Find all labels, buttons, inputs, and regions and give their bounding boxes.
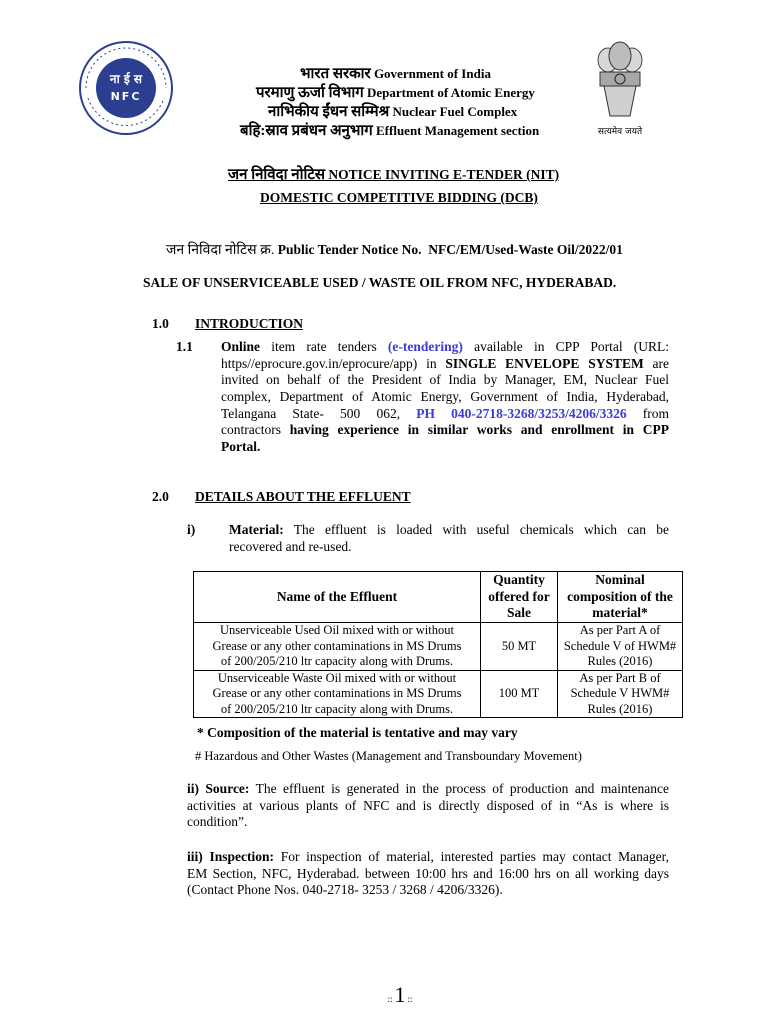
- portal-text: Portal.: [221, 439, 261, 455]
- tender-number-label: Public Tender Notice No.: [277, 242, 422, 257]
- cell-line: Grease or any other contaminations in MS Drums: [212, 638, 462, 653]
- online-text: Online: [221, 339, 261, 354]
- header-line-2: [256, 82, 535, 102]
- national-emblem: [590, 38, 650, 138]
- experience-text: having experience in similar works and enrollment in CPP: [289, 422, 669, 438]
- header-line-4: [240, 120, 539, 140]
- item-i-number: i): [187, 522, 196, 537]
- page-marker-right: ::: [407, 994, 413, 1004]
- table-row: [194, 623, 683, 671]
- para-line: [221, 356, 669, 373]
- para-text: available in CPP Portal (URL:: [462, 339, 669, 354]
- header-hindi-4: बहि:स्राव प्रबंधन अनुभाग: [240, 123, 373, 139]
- source-label: ii) Source:: [187, 781, 250, 796]
- cell-line: Unserviceable Waste Oil mixed with or without: [217, 670, 457, 685]
- cell-line: of 200/205/210 ltr capacity along with Drums.: [220, 701, 454, 716]
- cell-line: Schedule V HWM#: [570, 686, 670, 700]
- logo-abbr-text: NFC: [110, 90, 142, 103]
- notice-subtitle: DOMESTIC COMPETITIVE BIDDING (DCB): [260, 190, 538, 205]
- para-line: [221, 439, 669, 456]
- header-line: Quantity: [493, 572, 545, 588]
- header-english-4: Effluent Management section: [376, 123, 540, 138]
- header-line: offered for: [488, 588, 550, 604]
- para-line: [221, 422, 669, 439]
- para-line: [187, 814, 669, 831]
- logo-center-text: ना ई स: [109, 72, 143, 86]
- para-text: https//eprocure.gov.in/eprocure/app) in: [221, 355, 446, 371]
- sale-heading: SALE OF UNSERVICEABLE USED / WASTE OIL FROM NFC, HYDERABAD.: [143, 275, 617, 290]
- effluent-table: [193, 571, 683, 718]
- page-number-value: 1: [394, 982, 406, 1007]
- section1-paragraph: [221, 339, 669, 456]
- table-header-row: [194, 572, 683, 623]
- cell-line: As per Part A of: [579, 623, 661, 637]
- header-line: composition of the: [567, 588, 673, 604]
- para-line: [187, 849, 669, 866]
- tender-number-hindi: जन निविदा नोटिस क्र.: [166, 243, 275, 258]
- inspection-paragraph: [187, 849, 669, 899]
- composition-note: * Composition of the material is tentative and may vary: [197, 725, 518, 740]
- cell-line: Rules (2016): [587, 654, 653, 668]
- table-cell-name: [194, 670, 481, 718]
- para-text: are: [643, 355, 669, 371]
- para-line: [229, 539, 669, 556]
- table-cell-qty: 100 MT: [481, 670, 558, 718]
- para-text: contractors: [221, 422, 290, 438]
- tender-number-value: NFC/EM/Used-Waste Oil/2022/01: [428, 242, 623, 257]
- para-line: [187, 866, 669, 883]
- para-line: [187, 798, 669, 815]
- para-line: [229, 522, 669, 539]
- cell-line: Rules (2016): [587, 701, 653, 716]
- para-text: condition”.: [187, 814, 248, 830]
- para-text: The effluent is generated in the process of production and maintenance: [249, 781, 669, 796]
- emblem-motto: सत्यमेव जयते: [597, 127, 643, 137]
- header-line: material*: [592, 605, 648, 621]
- para-text: from: [626, 405, 669, 421]
- notice-title-hindi: जन निविदा नोटिस: [228, 167, 326, 183]
- table-cell-composition: [558, 670, 683, 718]
- source-paragraph: [187, 781, 669, 831]
- section2-number: 2.0: [152, 489, 169, 504]
- para-text: invited on behalf of the President of India by Manager, EM, Nuclear Fuel: [221, 372, 669, 388]
- section1-sub-number: 1.1: [176, 339, 193, 354]
- page-number: [0, 982, 770, 1008]
- para-line: [221, 406, 669, 423]
- table-header-qty: [481, 572, 558, 623]
- cell-line: of 200/205/210 ltr capacity along with Drums.: [220, 654, 454, 668]
- table-header-composition: [558, 572, 683, 623]
- para-line: [187, 882, 669, 899]
- header-english-3: Nuclear Fuel Complex: [392, 104, 518, 119]
- cell-line: Schedule V of HWM#: [563, 638, 677, 653]
- table-cell-name: [194, 623, 481, 671]
- para-line: [221, 372, 669, 389]
- e-tendering-text: (e-tendering): [387, 339, 463, 354]
- table-row: [194, 670, 683, 718]
- cell-line: Unserviceable Used Oil mixed with or without: [220, 623, 454, 637]
- notice-title-english: NOTICE INVITING E-TENDER (NIT): [328, 167, 560, 182]
- envelope-system-text: SINGLE ENVELOPE SYSTEM: [445, 355, 644, 371]
- para-text: complex, Department of Atomic Energy, Government of India, Hyderabad,: [221, 389, 669, 405]
- material-label: Material:: [229, 522, 284, 537]
- para-text: EM Section, NFC, Hyderabad. between 10:00 hrs and 16:00 hrs on all working days: [187, 865, 669, 881]
- para-line: [187, 781, 669, 798]
- para-text: For inspection of material, interested parties may contact Manager,: [273, 849, 669, 864]
- tender-number: [166, 240, 623, 259]
- table-header-name: Name of the Effluent: [194, 572, 481, 623]
- header-english-1: Government of India: [373, 66, 491, 81]
- table-cell-qty: 50 MT: [481, 623, 558, 671]
- para-line: [221, 389, 669, 406]
- para-text: Telangana State- 500 062,: [221, 405, 417, 421]
- nfc-logo: [78, 40, 174, 136]
- para-text: The effluent is loaded with useful chemicals which can be: [283, 522, 669, 537]
- para-line: [221, 339, 669, 356]
- table-cell-composition: [558, 623, 683, 671]
- para-text: item rate tenders: [260, 339, 388, 354]
- header-line-1: [300, 63, 491, 83]
- phone-text: PH 040-2718-3268/3253/4206/3326: [416, 405, 627, 421]
- para-text: recovered and re-used.: [229, 538, 352, 554]
- header-hindi-2: परमाणु ऊर्जा विभाग: [256, 85, 364, 101]
- header-line: Sale: [506, 605, 531, 621]
- header-english-2: Department of Atomic Energy: [367, 85, 535, 100]
- section1-number: 1.0: [152, 316, 169, 331]
- header-hindi-1: भारत सरकार: [300, 66, 371, 82]
- header-hindi-3: नाभिकीय ईंधन सम्मिश्र: [268, 104, 390, 120]
- page-marker-left: ::: [387, 994, 393, 1004]
- section2-title: DETAILS ABOUT THE EFFLUENT: [195, 489, 411, 504]
- inspection-label: iii) Inspection:: [187, 849, 274, 864]
- item-i-paragraph: [229, 522, 669, 555]
- cell-line: Grease or any other contaminations in MS Drums: [212, 686, 462, 700]
- header-line-3: [268, 101, 517, 121]
- para-text: (Contact Phone Nos. 040-2718- 3253 / 3268 / 4206/3326).: [187, 882, 503, 898]
- cell-line: As per Part B of: [579, 670, 661, 685]
- hwm-footnote: # Hazardous and Other Wastes (Management and Transboundary Movement): [195, 749, 582, 763]
- para-text: activities at various plants of NFC and is directly disposed of in “As is where is: [187, 797, 669, 813]
- notice-title: [228, 164, 559, 184]
- header-line: Nominal: [595, 572, 645, 588]
- section1-title: INTRODUCTION: [195, 316, 304, 331]
